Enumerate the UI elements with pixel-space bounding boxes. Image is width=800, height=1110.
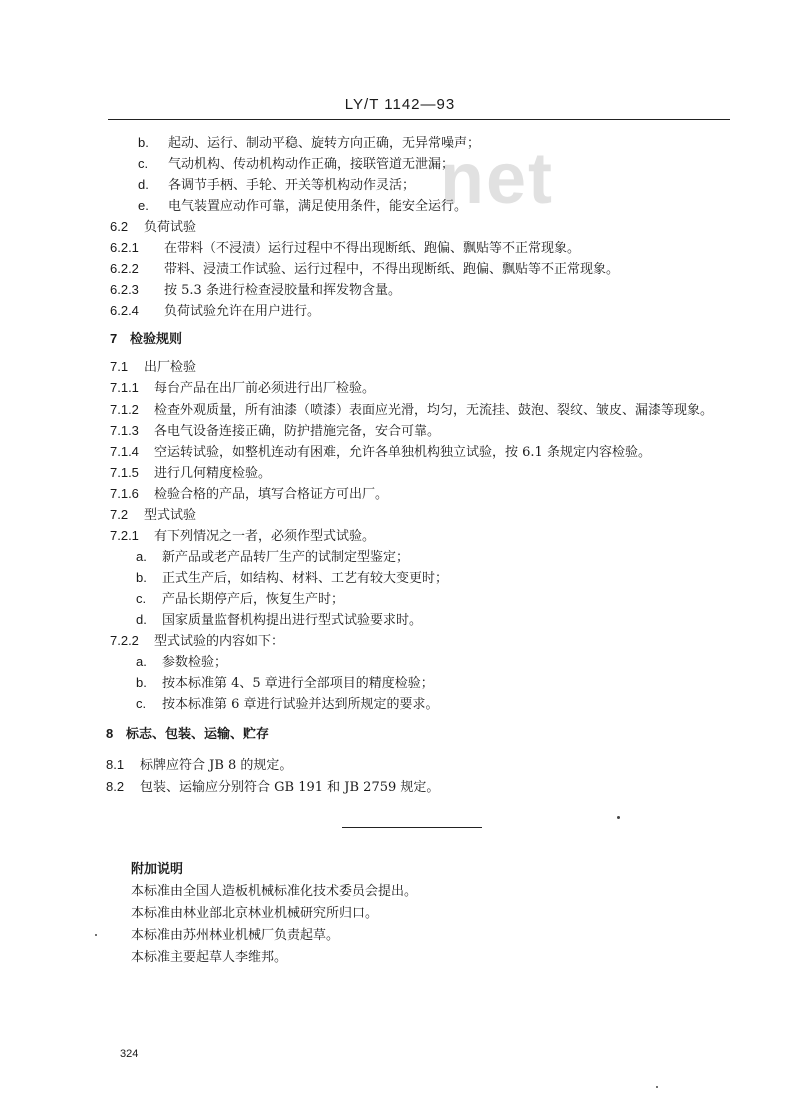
item-text: 起动、运行、制动平稳、旋转方向正确，无异常噪声； [168,136,481,151]
list-item [136,696,439,713]
clause [106,757,292,774]
clause [110,240,580,257]
clause-number: 6.2.3 [110,282,139,297]
item-text: 正式生产后，如结构、材料、工艺有较大变更时； [162,571,449,586]
appendix-line: 本标准由全国人造板机械标准化技术委员会提出。 [131,884,418,899]
item-text: 按本标准第 6 章进行试验并达到所规定的要求。 [162,697,439,712]
clause-text: 检验合格的产品，填写合格证方可出厂。 [154,487,389,502]
chapter-number: 7 [110,331,118,346]
clause-number: 7.2.2 [110,633,139,648]
clause-text: 包装、运输应分别符合 GB 191 和 JB 2759 规定。 [140,780,440,795]
section-number: 7.2 [110,507,129,522]
scan-speck [95,934,97,936]
clause-text: 进行几何精度检验。 [154,466,272,481]
clause [110,465,271,482]
clause-number: 7.1.2 [110,402,139,417]
section-heading [110,219,196,236]
watermark: net [440,139,554,219]
appendix-line: 本标准由苏州林业机械厂负责起草。 [131,928,340,943]
item-number: d. [138,177,149,192]
chapter-number: 8 [106,726,114,741]
clause-text: 型式试验的内容如下： [154,634,285,649]
chapter-title: 检验规则 [130,332,183,347]
clause-number: 8.1 [106,757,125,772]
end-rule [342,827,482,828]
list-item [138,156,454,173]
list-item [136,675,434,692]
item-number: b. [138,135,149,150]
page-number: 324 [120,1048,139,1060]
list-item [138,198,467,215]
section-title: 出厂检验 [144,360,197,375]
clause [110,444,651,461]
clause-text: 带料、浸渍工作试验、运行过程中，不得出现断纸、跑偏、飘贴等不正常现象。 [164,262,620,277]
item-number: a. [136,654,147,669]
list-item [138,177,415,194]
section-number: 6.2 [110,219,129,234]
item-number: c. [138,156,149,171]
appendix-line: 本标准由林业部北京林业机械研究所归口。 [131,906,379,921]
item-text: 各调节手柄、手轮、开关等机构动作灵活； [168,178,416,193]
item-text: 产品长期停产后，恢复生产时； [162,592,345,607]
clause-number: 7.2.1 [110,528,139,543]
clause-text: 负荷试验允许在用户进行。 [164,304,321,319]
clause-number: 6.2.1 [110,240,139,255]
clause-number: 7.1.3 [110,423,139,438]
clause-text: 按 5.3 条进行检查浸胶量和挥发物含量。 [164,283,401,298]
clause-number: 8.2 [106,779,125,794]
clause-text: 在带料（不浸渍）运行过程中不得出现断纸、跑偏、飘贴等不正常现象。 [164,241,581,256]
clause [110,423,440,440]
section-heading [110,359,196,376]
clause-number: 6.2.4 [110,303,139,318]
clause-text: 每台产品在出厂前必须进行出厂检验。 [154,381,376,396]
clause [110,282,401,299]
clause-text: 有下列情况之一者，必须作型式试验。 [154,529,376,544]
clause [110,380,375,397]
clause-number: 6.2.2 [110,261,139,276]
clause [110,402,713,419]
list-item [138,135,480,152]
item-text: 按本标准第 4、5 章进行全部项目的精度检验； [162,676,434,691]
item-text: 新产品或老产品转厂生产的试制定型鉴定； [162,550,410,565]
clause-text: 检查外观质量，所有油漆（喷漆）表面应光滑，均匀，无流挂、鼓泡、裂纹、皱皮、漏漆等现象。 [154,403,714,418]
clause [110,261,619,278]
item-text: 电气装置应动作可靠，满足使用条件，能安全运行。 [168,199,468,214]
chapter-heading [106,726,269,743]
item-number: c. [136,696,147,711]
list-item [136,591,344,608]
clause [110,528,375,545]
clause [110,486,388,503]
clause-number: 7.1.4 [110,444,139,459]
header-standard: LY/T 1142—93 [344,96,456,113]
item-number: b. [136,570,147,585]
list-item [136,549,409,566]
item-text: 参数检验； [162,655,228,670]
clause [110,633,284,650]
appendix-line: 本标准主要起草人李维邦。 [131,950,288,965]
list-item [136,570,448,587]
item-number: a. [136,549,147,564]
scan-speck [617,816,620,819]
clause-text: 标牌应符合 JB 8 的规定。 [140,758,293,773]
list-item [136,612,422,629]
section-title: 型式试验 [144,508,197,523]
header-rule [108,119,730,120]
clause [106,779,439,796]
item-number: b. [136,675,147,690]
item-text: 气动机构、传动机构动作正确，接联管道无泄漏； [168,157,455,172]
section-title: 负荷试验 [144,220,197,235]
clause-number: 7.1.1 [110,380,139,395]
clause-number: 7.1.5 [110,465,139,480]
clause [110,303,320,320]
clause-text: 各电气设备连接正确，防护措施完备，安合可靠。 [154,424,441,439]
section-heading [110,507,196,524]
item-text: 国家质量监督机构提出进行型式试验要求时。 [162,613,423,628]
scan-speck [656,1086,658,1088]
item-number: e. [138,198,149,213]
list-item [136,654,227,671]
item-number: c. [136,591,147,606]
chapter-heading [110,331,182,348]
clause-number: 7.1.6 [110,486,139,501]
item-number: d. [136,612,147,627]
appendix-title: 附加说明 [131,862,184,877]
section-number: 7.1 [110,359,129,374]
chapter-title: 标志、包装、运输、贮存 [126,727,270,742]
clause-text: 空运转试验，如整机连动有困难，允许各单独机构独立试验，按 6.1 条规定内容检验。 [154,445,651,460]
